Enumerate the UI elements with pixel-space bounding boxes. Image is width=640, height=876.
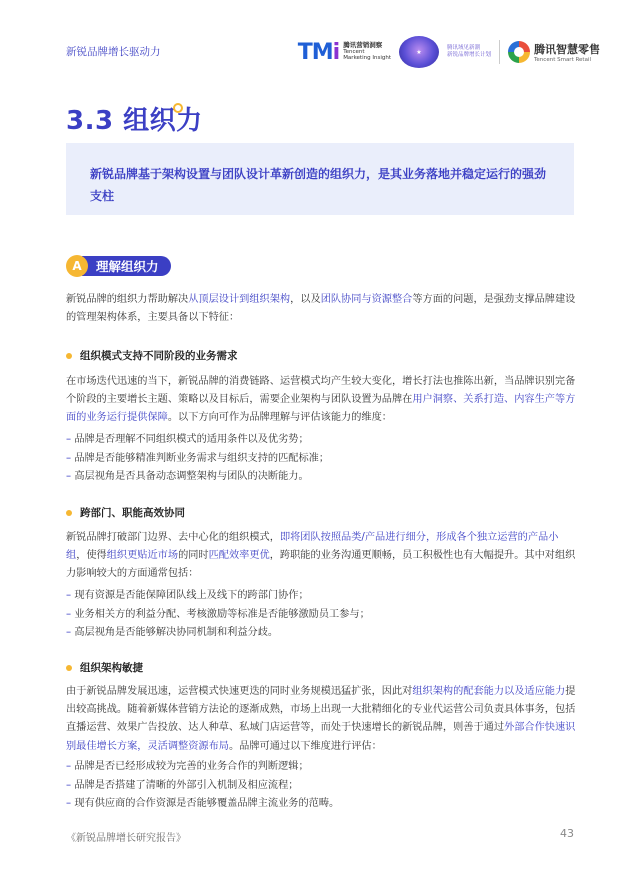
subsection-badge: A (66, 255, 88, 277)
growth-plan-badge-icon: ★ (399, 36, 439, 68)
smart-retail-cn: 腾讯智慧零售 (534, 43, 600, 56)
tmi-logo-text (343, 42, 391, 62)
point-1-text-2: 。以下方向可作为品牌理解与评估该能力的维度： (167, 412, 392, 424)
point-3-list (66, 758, 576, 814)
smart-retail-logo-text (534, 41, 600, 63)
tmi-logo-line2: Tencent (343, 48, 365, 55)
list-item: – 业务相关方的利益分配、考核激励等标准是否能够激励员工参与； (66, 606, 576, 625)
tmi-logo-line1: 腾讯营销洞察 (343, 41, 383, 50)
point-2-title: 跨部门、职能高效协同 (80, 507, 185, 519)
intro-text-1: 新锐品牌的组织力帮助解决 (66, 294, 189, 305)
point-1-highlight-1: 用户洞察、关系打造、内容生产等方面的业务运行提供保障 (66, 394, 576, 424)
list-item: – 高层视角是否能够解决协同机制和利益分歧。 (66, 624, 576, 643)
point-3-heading (66, 660, 143, 675)
bullet-dot-icon (66, 510, 72, 516)
intro-text-2: ，以及 (290, 294, 321, 305)
subsection-label: 理解组织力 (82, 256, 171, 276)
summary-text: 新锐品牌基于架构设置与团队设计革新创造的组织力，是其业务落地并稳定运行的强劲支柱 (90, 167, 547, 203)
point-1-title: 组织模式支持不同阶段的业务需求 (80, 350, 238, 362)
point-3-text-3: 。品牌可通过以下维度进行评估： (229, 740, 382, 752)
list-item: – 品牌是否搭建了清晰的外部引入机制及相应流程； (66, 777, 576, 796)
list-item: – 品牌是否能够精准判断业务需求与组织支持的匹配标准； (66, 450, 576, 469)
list-item: – 现有资源是否能保障团队线上及线下的跨部门协作； (66, 587, 576, 606)
list-item: – 现有供应商的合作资源是否能够覆盖品牌主流业务的范畴。 (66, 795, 576, 814)
growth-plan-line2: 新锐品牌增长计划 (446, 52, 491, 58)
header-title: 新锐品牌增长驱动力 (66, 46, 161, 58)
point-2-text-3: 的同时 (178, 550, 209, 562)
page-header (0, 0, 640, 70)
point-3-highlight-2: 外部合作快速识别最佳增长方案，灵活调整资源布局 (66, 722, 576, 752)
point-2-highlight-2: 组织更贴近市场 (106, 550, 179, 562)
point-1-paragraph (66, 373, 576, 428)
point-2-text-2: ，使得 (76, 550, 107, 562)
header-logos (298, 36, 600, 68)
logo-divider (499, 40, 500, 64)
growth-plan-line1: 腾讯域见新潮 (446, 45, 480, 51)
point-2-text-4: ，跨职能的业务沟通更顺畅，员工积极性也有大幅提升。其中对组织力影响较大的方面通常包括： (66, 550, 576, 580)
point-3-text-1: 由于新锐品牌发展迅速，运营模式快速更迭的同时业务规模迅猛扩张，因此对 (66, 686, 413, 697)
intro-highlight-2: 团队协同与资源整合 (320, 294, 413, 305)
tmi-logo-mark: TMi (297, 39, 340, 65)
tmi-logo-line3: Marketing Insight (343, 55, 391, 62)
smart-retail-logo (508, 41, 600, 63)
point-3-paragraph (66, 683, 576, 756)
bullet-dot-icon (66, 353, 72, 359)
section-title: 3.3 组织力 (66, 106, 203, 136)
point-2-highlight-3: 匹配效率更优 (208, 550, 270, 562)
point-1-list (66, 431, 576, 487)
point-1-heading (66, 348, 238, 363)
point-2-paragraph (66, 529, 576, 584)
point-2-list (66, 587, 576, 643)
title-circle-icon (173, 103, 183, 113)
point-2-heading (66, 505, 185, 520)
growth-plan-logo-text (447, 45, 491, 59)
smart-retail-en: Tencent Smart Retail (534, 57, 592, 63)
footer-report-title: 《新锐品牌增长研究报告》 (66, 833, 186, 844)
point-3-title: 组织架构敏捷 (80, 662, 143, 674)
smart-retail-logo-icon (508, 41, 530, 63)
list-item: – 高层视角是否具备动态调整架构与团队的决断能力。 (66, 468, 576, 487)
list-item: – 品牌是否理解不同组织模式的适用条件以及优劣势； (66, 431, 576, 450)
point-2-text-1: 新锐品牌打破部门边界、去中心化的组织模式， (66, 532, 280, 543)
point-1-text-1: 在市场迭代迅速的当下，新锐品牌的消费链路、运营模式均产生较大变化，增长打法也推陈出新，当品牌识别完备个阶段的主要增长主题、策略以及目标后，需要企业架构与团队设置为品牌在 (66, 376, 576, 406)
summary-box (66, 143, 574, 215)
intro-highlight-1: 从顶层设计到组织架构 (188, 294, 291, 305)
point-2-highlight-1: 即将团队按照品类/产品进行细分，形成各个独立运营的产品小组 (66, 532, 559, 562)
page-number: 43 (560, 827, 574, 840)
bullet-dot-icon (66, 665, 72, 671)
point-3-highlight-1: 组织架构的配套能力以及适应能力 (412, 686, 566, 697)
subsection-header (66, 255, 171, 277)
list-item: – 品牌是否已经形成较为完善的业务合作的判断逻辑； (66, 758, 576, 777)
intro-text-3: 等方面的问题，是强劲支撑品牌建设的管理架构体系，主要具备以下特征： (66, 294, 576, 324)
intro-paragraph (66, 291, 576, 327)
point-3-text-2: 提出较高挑战。随着新媒体营销方法论的逐渐成熟，市场上出现一大批精细化的专业代运营公司负责具体事务，包括直播运营、效果广告投放、达人种草、私域门店运营等，而处于快速增长的新锐品牌，则善于通过 (66, 686, 576, 734)
tmi-logo (298, 40, 391, 65)
